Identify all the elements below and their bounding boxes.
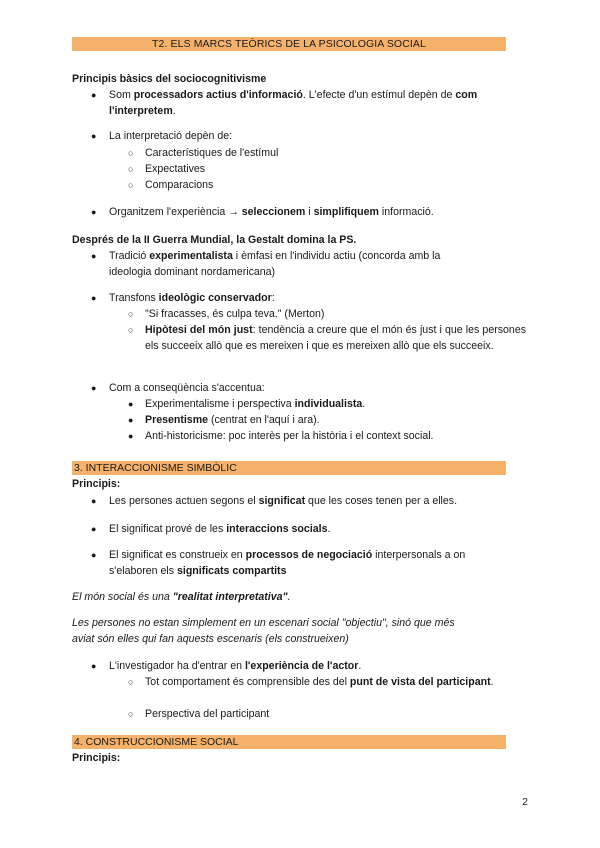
sub-list-item: "Si fracasses, és culpa teva." (Merton) xyxy=(145,308,325,320)
list-item: Com a conseqüència s'accentua: xyxy=(109,382,265,394)
sub-bullet: ○ xyxy=(128,180,134,190)
sub-list-item: Hipòtesi del món just: tendència a creure que el món és just i que les persones els succeeix allò que es mereixen i que es mereixen allò que els succeeix. xyxy=(145,324,527,352)
sub-list-item: Tot comportament és comprensible des del punt de vista del participant. xyxy=(145,676,494,688)
section-title-interaccionisme: 3. INTERACCIONISME SIMBÒLIC xyxy=(72,461,506,475)
sub-list-item: Presentisme (centrat en l'aquí i ara). xyxy=(145,414,320,426)
list-item: Som processadors actius d'informació. L'efecte d'un estímul depèn de com xyxy=(109,89,478,101)
bullet: ● xyxy=(91,293,97,303)
list-item-continued: l'interpretem. xyxy=(109,105,176,117)
bullet: ● xyxy=(91,207,97,217)
sub-bullet: ● xyxy=(128,415,134,425)
sub-list-item: Comparacions xyxy=(145,179,214,191)
bullet: ● xyxy=(91,496,97,506)
sub-list-item: Perspectiva del participant xyxy=(145,708,270,720)
section-heading-sociocognitivisme: Principis bàsics del sociocognitivisme xyxy=(72,73,267,85)
bullet: ● xyxy=(91,383,97,393)
sub-bullet: ● xyxy=(128,399,134,409)
paragraph-line: aviat són elles qui fan aquests escenaris (els construeixen) xyxy=(72,633,349,645)
sub-bullet: ○ xyxy=(128,164,134,174)
section-heading: Principis: xyxy=(72,478,121,490)
sub-list-item: Anti-historicisme: poc interès per la història i el context social. xyxy=(145,430,434,442)
list-item: L'investigador ha d'entrar en l'experiència de l'actor. xyxy=(109,660,362,672)
sub-bullet: ● xyxy=(128,431,134,441)
list-item: Organitzem l'experiència → seleccionem i simplifiquem informació. xyxy=(109,206,434,218)
list-item: El significat es construeix en processos de negociació interpersonals a on xyxy=(109,549,466,561)
sub-list-item: Característiques de l'estímul xyxy=(145,147,279,159)
list-item: Tradició experimentalista i èmfasi en l'individu actiu (concorda amb la xyxy=(109,250,441,262)
document-header: T2. ELS MARCS TEÒRICS DE LA PSICOLOGIA SOCIAL xyxy=(72,37,506,51)
bullet: ● xyxy=(91,661,97,671)
list-item-continued: s'elaboren els significats compartits xyxy=(109,565,287,577)
sub-bullet: ○ xyxy=(128,309,134,319)
bullet: ● xyxy=(91,550,97,560)
page-number: 2 xyxy=(522,796,528,808)
sub-bullet: ○ xyxy=(128,677,134,687)
list-item: Les persones actuen segons el significat que les coses tenen per a elles. xyxy=(109,495,458,507)
sub-bullet: ○ xyxy=(128,325,134,335)
list-item: La interpretació depèn de: xyxy=(109,130,233,142)
sub-bullet: ○ xyxy=(128,148,134,158)
sub-list-item: Experimentalisme i perspectiva individualista. xyxy=(145,398,366,410)
paragraph-line: Les persones no estan simplement en un escenari social "objectiu", sinó que més xyxy=(72,617,455,629)
bullet: ● xyxy=(91,251,97,261)
sub-list-item: Expectatives xyxy=(145,163,206,175)
bullet: ● xyxy=(91,131,97,141)
list-item: El significat prové de les interaccions socials. xyxy=(109,523,331,535)
paragraph: El món social és una "realitat interpretativa". xyxy=(72,591,291,603)
section-heading-gestalt: Després de la II Guerra Mundial, la Gestalt domina la PS. xyxy=(72,234,357,246)
sub-bullet: ○ xyxy=(128,709,134,719)
section-heading: Principis: xyxy=(72,752,121,764)
list-item: Transfons ideològic conservador: xyxy=(109,292,275,304)
section-title-construccionisme: 4. CONSTRUCCIONISME SOCIAL xyxy=(72,735,506,749)
list-item-continued: ideologia dominant nordamericana) xyxy=(109,266,276,278)
bullet: ● xyxy=(91,90,97,100)
bullet: ● xyxy=(91,524,97,534)
